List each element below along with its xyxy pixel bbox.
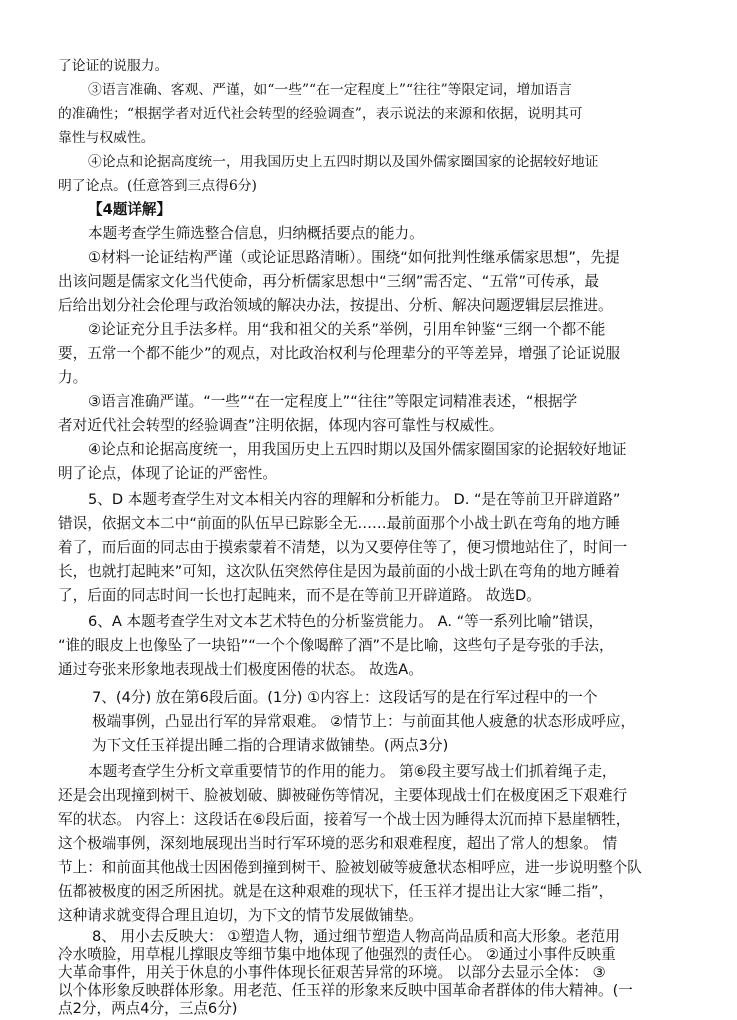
text-line: 力。 bbox=[58, 369, 88, 386]
text-line: 这种请求就变得合理且迫切，为下文的情节发展做铺垫。 bbox=[58, 907, 423, 924]
text-line: 明了论点。(任意答到三点得6分) bbox=[58, 178, 257, 194]
text-line: 错误，依据文本二中“前面的队伍早已踪影全无……最前面那个小战士趴在弯角的地方睡 bbox=[58, 515, 621, 532]
text-line: 大革命事件，用关于休息的小事件体现长征艰苦异常的环境。 以部分去显示全体： ③ bbox=[58, 964, 606, 981]
text-line: 5、D 本题考查学生对文本相关内容的理解和分析能力。 D. “是在等前卫开辟道路” bbox=[88, 491, 621, 508]
text-line: 本题考查学生分析文章重要情节的作用的能力。 第⑥段主要写战士们抓着绳子走， bbox=[88, 763, 617, 780]
text-line: 要，五常一个都不能少”的观点，对比政治权利与伦理辈分的平等差异，增强了论证说服 bbox=[58, 345, 621, 362]
text-line: 明了论点，体现了论证的严密性。 bbox=[58, 465, 277, 482]
text-line: 极端事例，凸显出行军的异常艰难。 ②情节上：与前面其他人疲惫的状态形成呼应， bbox=[92, 713, 636, 730]
text-line: ③语言准确、客观、严谨，如“一些”“在一定程度上”“往往”等限定词，增加语言 bbox=[88, 82, 572, 98]
text-line: 长，也就打起盹来”可知，这次队伍突然停住是因为最前面的小战士趴在弯角的地方睡着 bbox=[58, 563, 621, 580]
text-line: ④论点和论据高度统一，用我国历史上五四时期以及国外儒家圈国家的论据较好地证 bbox=[88, 441, 627, 458]
text-line: 点2分，两点4分，三点6分) bbox=[58, 1000, 238, 1017]
text-line: ④论点和论据高度统一，用我国历史上五四时期以及国外儒家圈国家的论据较好地证 bbox=[88, 154, 599, 170]
text-line: 为下文任玉祥提出睡二指的合理请求做铺垫。(两点3分) bbox=[92, 737, 449, 754]
text-line: 通过夸张来形象地表现战士们极度困倦的状态。 故选A。 bbox=[58, 661, 423, 678]
text-line: 着了，而后面的同志由于摸索蒙着不清楚，以为又要停住等了，便习惯地站住了，时间一 bbox=[58, 539, 628, 556]
text-line: “谁的眼皮上也像坠了一块铅”“一个个像喝醉了酒”不是比喻，这些句子是夸张的手法， bbox=[58, 637, 614, 654]
text-line: 靠性与权威性。 bbox=[58, 130, 155, 146]
text-line: 节上：和前面其他战士因困倦到撞到树干、脸被划破等疲惫状态相呼应，进一步说明整个队 bbox=[58, 859, 642, 876]
text-line: 以个体形象反映群体形象。用老范、任玉祥的形象来反映中国革命者群体的伟大精神。(一 bbox=[58, 982, 633, 999]
text-line: 还是会出现撞到树干、脸被划破、脚被碰伤等情况，主要体现战士们在极度困乏下艰难行 bbox=[58, 787, 628, 804]
text-line: 了，后面的同志时间一长也打起盹来，而不是在等前卫开辟道路。 故选D。 bbox=[58, 587, 541, 604]
text-line: 了论证的说服力。 bbox=[58, 58, 169, 74]
text-line: 军的状态。 内容上：这段话在⑥段后面，接着写一个战士因为睡得太沉而掉下悬崖牺牲， bbox=[58, 811, 631, 828]
text-line: ③语言准确严谨。“一些”“在一定程度上”“往往”等限定词精准表述，“根据学 bbox=[88, 393, 578, 410]
text-line: 7、(4分) 放在第6段后面。(1分) ①内容上：这段话写的是在行军过程中的一个 bbox=[92, 689, 598, 706]
text-line: 者对近代社会转型的经验调查”注明依据，体现内容可靠性与权威性。 bbox=[58, 417, 504, 434]
text-line: 出该问题是儒家文化当代使命，再分析儒家思想中“三纲”需否定、“五常”可传承，最 bbox=[58, 273, 600, 290]
text-line: 8、 用小去反映大： ①塑造人物，通过细节塑造人物高尚品质和高大形象。老范用 bbox=[92, 928, 620, 945]
text-line: 伍都被极度的困乏所困扰。就是在这种艰难的现状下，任玉祥才提出让大家“睡二指”， bbox=[58, 883, 614, 900]
text-line: 6、A 本题考查学生对文本艺术特色的分析鉴赏能力。 A. “等一系列比喻”错误， bbox=[88, 613, 604, 630]
text-line: 后给出划分社会伦理与政治领域的解决办法，按提出、分析、解决问题逻辑层层推进。 bbox=[58, 297, 613, 314]
section-heading: 【4题详解】 bbox=[88, 201, 172, 218]
text-line: ①材料一论证结构严谨（或论证思路清晰）。围绕“如何批判性继承儒家思想”，先提 bbox=[88, 249, 620, 266]
text-line: 冷水喷脸，用草棍儿撑眼皮等细节集中地体现了他强烈的责任心。 ②通过小事件反映重 bbox=[58, 946, 616, 963]
text-line: 的准确性；“根据学者对近代社会转型的经验调查”，表示说法的来源和依据，说明其可 bbox=[58, 106, 583, 122]
text-line: ②论证充分且手法多样。用“我和祖父的关系”举例，引用牟钟鉴“三纲一个都不能 bbox=[88, 321, 606, 338]
text-line: 本题考查学生筛选整合信息，归纳概括要点的能力。 bbox=[88, 225, 424, 242]
text-line: 这个极端事例，深刻地展现出当时行军环境的恶劣和艰难程度，超出了常人的想象。 情 bbox=[58, 835, 618, 852]
